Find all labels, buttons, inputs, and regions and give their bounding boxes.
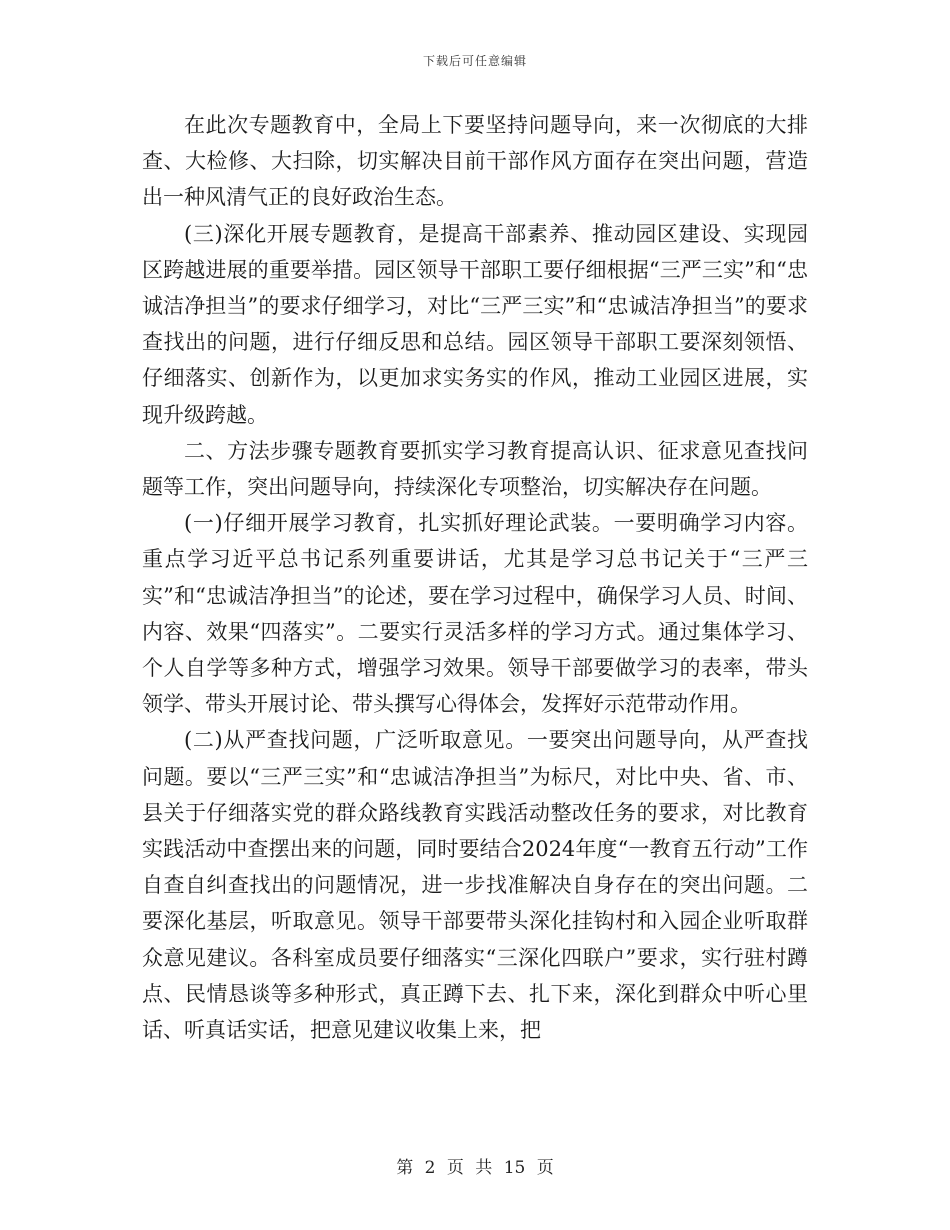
page-number: 第 2 页 共 15 页 — [396, 1158, 554, 1178]
paragraph-2: (三)深化开展专题教育，是提高干部素养、推动园区建设、实现园区跨越进展的重要举措。园区领导干部职工要仔细根据“三严三实”和“忠诚洁净担当”的要求仔细学习，对比“三严三实”和“忠诚洁净担当”的要求查找出的问题，进行仔细反思和总结。园区领导干部职工要深刻领悟、仔细落实、创新作为，以更加求实务实的作风，推动工业园区进展，实现升级跨越。 — [142, 221, 808, 427]
paragraph-1: 在此次专题教育中，全局上下要坚持问题导向，来一次彻底的大排查、大检修、大扫除，切实解决目前干部作风方面存在突出问题，营造出一种风清气正的良好政治生态。 — [142, 113, 808, 210]
paragraph-5: (二)从严查找问题，广泛听取意见。一要突出问题导向，从严查找问题。要以“三严三实”和“忠诚洁净担当”为标尺，对比中央、省、市、县关于仔细落实党的群众路线教育实践活动整改任务的要求，对比教育实践活动中查摆出来的问题，同时要结合2024年度“一教育五行动”工作自查自纠查找出的问题情况，进一步找准解决自身存在的突出问题。二要深化基层，听取意见。领导干部要带头深化挂钩村和入园企业听取群众意见建议。各科室成员要仔细落实“三深化四联户”要求，实行驻村蹲点、民情恳谈等多种形式，真正蹲下去、扎下来，深化到群众中听心里话、听真话实话，把意见建议收集上来，把 — [142, 728, 808, 1043]
document-body — [142, 107, 808, 1048]
page-header-note: 下载后可任意编辑 — [422, 54, 527, 68]
paragraph-3: 二、方法步骤专题教育要抓实学习教育提高认识、征求意见查找问题等工作，突出问题导向，持续深化专项整治，切实解决存在问题。 — [142, 438, 808, 500]
paragraph-4: (一)仔细开展学习教育，扎实抓好理论武装。一要明确学习内容。重点学习近平总书记系列重要讲话，尤其是学习总书记关于“三严三实”和“忠诚洁净担当”的论述，要在学习过程中，确保学习人员、时间、内容、效果“四落实”。二要实行灵活多样的学习方式。通过集体学习、个人自学等多种方式，增强学习效果。领导干部要做学习的表率，带头领学、带头开展讨论、带头撰写心得体会，发挥好示范带动作用。 — [142, 511, 808, 717]
